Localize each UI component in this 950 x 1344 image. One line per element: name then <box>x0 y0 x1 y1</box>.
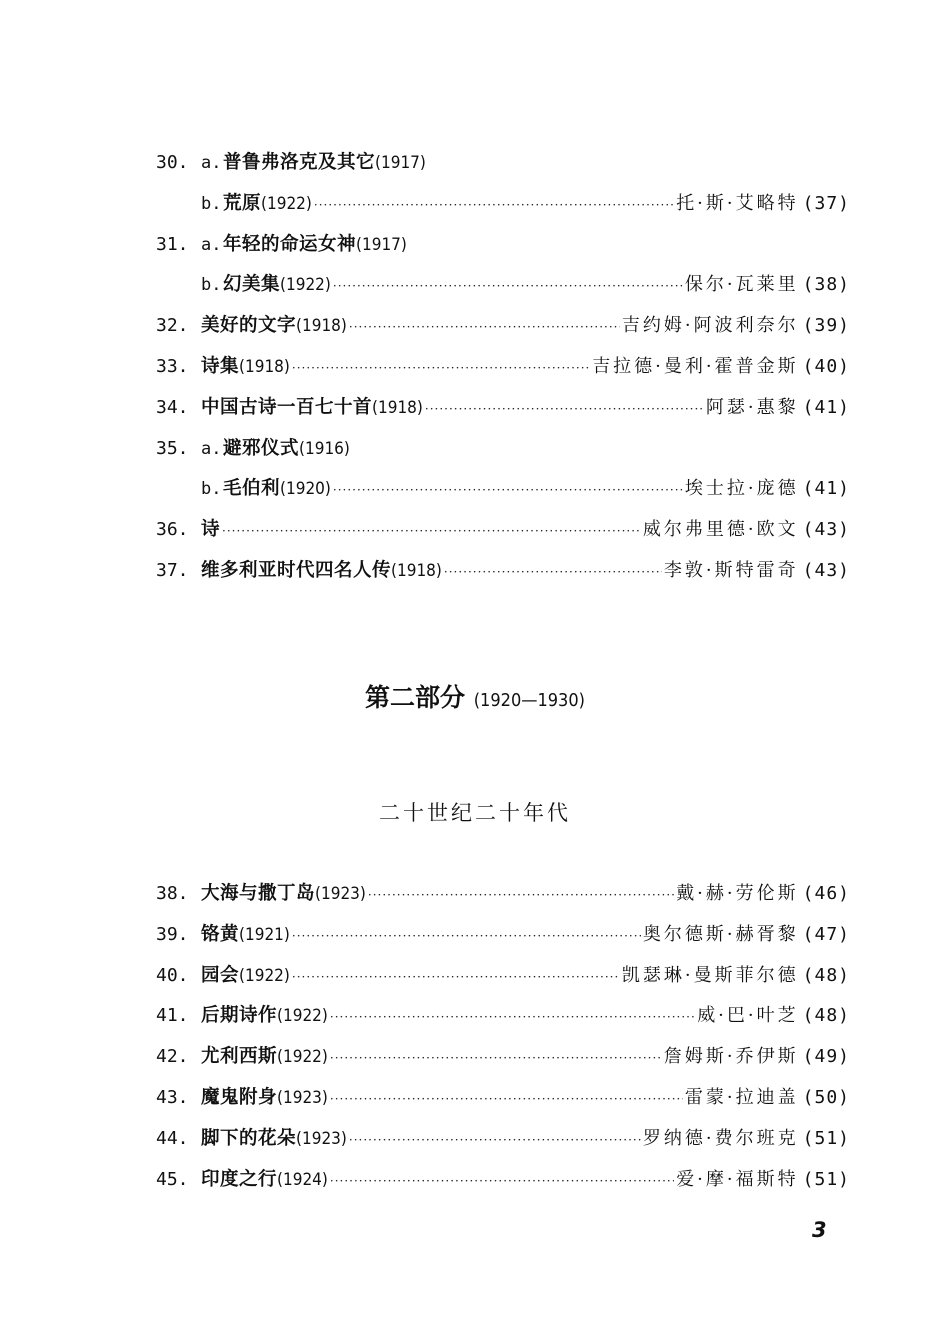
leader-dots <box>292 957 620 998</box>
entry-title: 避邪仪式 <box>223 437 300 459</box>
entry-author: 埃士拉·庞德 <box>684 478 799 500</box>
part-heading-label: 第二部分 <box>365 683 466 712</box>
entry-year: (1918) <box>239 356 290 377</box>
toc-entry <box>156 469 850 510</box>
entry-page: (49) <box>802 1046 850 1068</box>
entry-title: 普鲁弗洛克及其它 <box>223 152 376 173</box>
entry-title: 诗 <box>201 519 221 541</box>
part-heading-range: (1920—1930) <box>473 690 585 711</box>
entry-year: (1922) <box>239 965 290 986</box>
entry-number: 45. <box>156 1168 189 1190</box>
entry-page: (38) <box>802 274 850 296</box>
entry-title: 中国古诗一百七十首 <box>201 396 373 418</box>
leader-dots <box>330 1038 662 1079</box>
entry-number: 38. <box>156 883 189 904</box>
entry-author: 凯瑟琳·曼斯菲尔德 <box>621 964 799 986</box>
leader-dots <box>333 470 683 511</box>
entry-author: 吉约姆·阿波利奈尔 <box>621 315 799 337</box>
toc-entry <box>156 1078 850 1119</box>
entry-year: (1922) <box>280 275 331 296</box>
entry-year: (1921) <box>239 924 290 945</box>
entry-year: (1922) <box>277 1006 328 1027</box>
entry-title: 魔鬼附身 <box>201 1086 278 1108</box>
entry-page: (43) <box>802 519 850 541</box>
entry-page: (46) <box>802 883 850 904</box>
entry-author: 爱·摩·福斯特 <box>676 1168 799 1190</box>
leader-dots <box>292 916 641 957</box>
entry-page: (48) <box>802 964 850 986</box>
entry-sub-letter: a. <box>201 153 222 173</box>
toc-entry <box>156 956 850 997</box>
entry-year: (1918) <box>296 316 347 337</box>
entry-number: 36. <box>156 519 189 541</box>
toc-entry <box>156 306 850 347</box>
entry-title: 园会 <box>201 964 240 986</box>
entry-title: 后期诗作 <box>201 1005 278 1027</box>
entry-year: (1923) <box>277 1087 328 1108</box>
toc-entry <box>156 429 850 470</box>
decade-heading: 二十世纪二十年代 <box>379 801 571 825</box>
entry-author: 詹姆斯·乔伊斯 <box>663 1046 799 1068</box>
entry-sub-letter: b. <box>201 193 222 214</box>
entry-author: 罗纳德·费尔班克 <box>642 1127 799 1149</box>
toc-entry <box>156 265 850 306</box>
toc-entry <box>156 874 850 915</box>
entry-number: 32. <box>156 315 189 337</box>
leader-dots <box>330 997 695 1038</box>
entry-title: 维多利亚时代四名人传 <box>201 559 392 581</box>
entry-year: (1918) <box>391 560 442 581</box>
leader-dots <box>444 552 662 593</box>
toc-entry <box>156 915 850 956</box>
toc-entry <box>156 1037 850 1078</box>
entry-year: (1924) <box>277 1169 328 1190</box>
entry-author: 保尔·瓦莱里 <box>684 274 799 296</box>
entry-year: (1917) <box>375 153 426 173</box>
leader-dots <box>314 185 674 226</box>
entry-title: 脚下的花朵 <box>201 1127 297 1149</box>
entry-author: 奥尔德斯·赫胥黎 <box>642 923 799 945</box>
entry-number: 43. <box>156 1086 189 1108</box>
entry-sub-letter: a. <box>201 234 222 255</box>
toc-entry <box>156 1160 850 1201</box>
entry-page: (50) <box>802 1086 850 1108</box>
leader-dots <box>333 266 683 307</box>
entry-year: (1923) <box>315 884 366 904</box>
toc-entry <box>156 510 850 551</box>
leader-dots <box>292 348 590 389</box>
entry-page: (51) <box>802 1168 850 1190</box>
entry-author: 威·巴·叶芝 <box>697 1005 799 1027</box>
entry-title: 尤利西斯 <box>201 1046 278 1068</box>
part-heading <box>0 678 950 714</box>
leader-dots <box>349 1120 641 1161</box>
entry-author: 雷蒙·拉迪盖 <box>684 1086 799 1108</box>
entry-sub-letter: a. <box>201 438 222 459</box>
entry-year: (1923) <box>296 1128 347 1149</box>
entry-author: 李敦·斯特雷奇 <box>663 559 799 581</box>
entry-page: (41) <box>802 396 850 418</box>
entry-year: (1917) <box>356 234 407 255</box>
entry-title: 诗集 <box>201 355 240 377</box>
leader-dots <box>425 389 704 430</box>
entry-page: (43) <box>802 559 850 581</box>
entry-title: 印度之行 <box>201 1168 278 1190</box>
entry-number: 33. <box>156 355 189 377</box>
entry-title: 毛伯利 <box>223 478 281 500</box>
entry-year: (1918) <box>372 397 423 418</box>
entry-number: 35. <box>156 437 189 459</box>
leader-dots <box>330 1079 683 1120</box>
entry-number: 34. <box>156 396 189 418</box>
entry-author: 托·斯·艾略特 <box>676 192 799 214</box>
entry-author: 威尔弗里德·欧文 <box>642 519 799 541</box>
leader-dots <box>368 875 674 916</box>
entry-year: (1922) <box>277 1047 328 1068</box>
leader-dots <box>330 1161 674 1202</box>
entry-number: 40. <box>156 964 189 986</box>
entry-title: 铬黄 <box>201 923 240 945</box>
entry-number: 44. <box>156 1127 189 1149</box>
toc-entry <box>156 143 850 184</box>
entry-page: (41) <box>802 478 850 500</box>
entry-page: (37) <box>802 192 850 214</box>
entry-page: (48) <box>802 1005 850 1027</box>
entry-author: 戴·赫·劳伦斯 <box>676 883 799 904</box>
toc-part1 <box>156 143 850 592</box>
entry-title: 美好的文字 <box>201 315 297 337</box>
toc-entry <box>156 996 850 1037</box>
entry-title: 大海与撒丁岛 <box>201 883 316 904</box>
entry-number: 31. <box>156 233 189 255</box>
entry-author: 阿瑟·惠黎 <box>705 396 799 418</box>
entry-year: (1916) <box>299 438 350 459</box>
entry-sub-letter: b. <box>201 275 222 296</box>
entry-year: (1920) <box>280 479 331 500</box>
entry-number: 39. <box>156 923 189 945</box>
entry-title: 荒原 <box>223 192 262 214</box>
toc-part2 <box>156 874 850 1200</box>
page-number: 3 <box>812 1218 827 1242</box>
entry-page: (39) <box>802 315 850 337</box>
entry-number: 37. <box>156 559 189 581</box>
entry-sub-letter: b. <box>201 479 222 500</box>
entry-number: 30. <box>156 152 189 173</box>
toc-entry <box>156 551 850 592</box>
leader-dots <box>349 307 620 348</box>
entry-page: (40) <box>802 355 850 377</box>
toc-entry <box>156 388 850 429</box>
toc-entry <box>156 225 850 266</box>
entry-year: (1922) <box>261 193 312 214</box>
entry-title: 幻美集 <box>223 274 281 296</box>
leader-dots <box>222 511 641 552</box>
entry-page: (47) <box>802 923 850 945</box>
entry-page: (51) <box>802 1127 850 1149</box>
toc-entry <box>156 184 850 225</box>
entry-title: 年轻的命运女神 <box>223 233 357 255</box>
entry-number: 42. <box>156 1046 189 1068</box>
toc-entry <box>156 1119 850 1160</box>
entry-number: 41. <box>156 1005 189 1027</box>
entry-author: 吉拉德·曼利·霍普金斯 <box>592 355 799 377</box>
toc-entry <box>156 347 850 388</box>
